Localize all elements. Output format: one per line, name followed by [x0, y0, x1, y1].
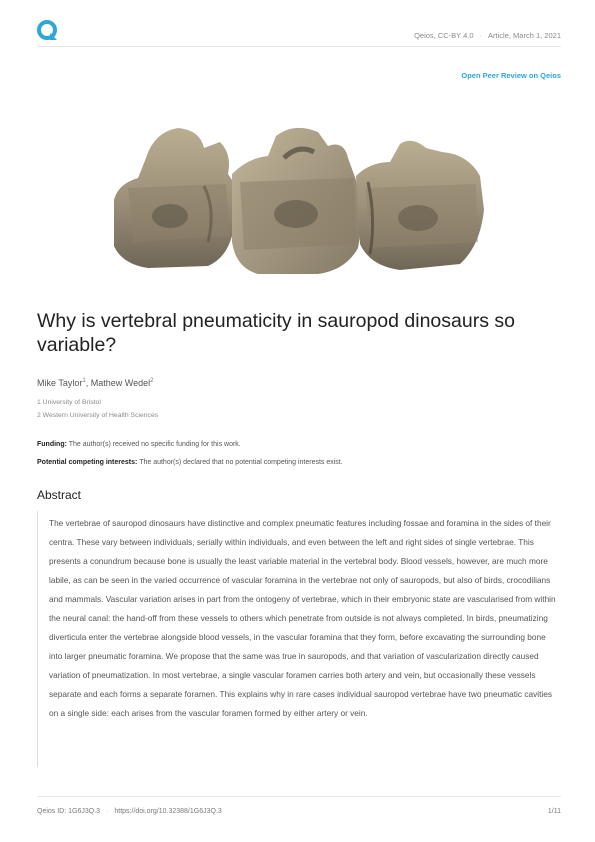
vertebrae-photo [108, 118, 488, 280]
footer-meta [37, 808, 222, 815]
funding-statement [37, 441, 241, 448]
author-link[interactable]: Mathew Wedel [90, 378, 151, 388]
qeios-logo-icon[interactable] [37, 20, 59, 42]
funding-label: Funding: [37, 441, 67, 448]
competing-interests-statement [37, 459, 343, 466]
author-list [37, 378, 153, 388]
header-meta [414, 31, 561, 40]
page-number: 1/11 [547, 808, 561, 815]
competing-interests-text: The author(s) declared that no potential competing interests exist. [139, 459, 343, 466]
header-divider [37, 46, 561, 47]
footer-divider [37, 796, 561, 797]
doi-link[interactable]: https://doi.org/10.32388/1G6J3Q.3 [114, 808, 222, 815]
competing-interests-label: Potential competing interests: [37, 459, 138, 466]
funding-text: The author(s) received no specific funding for this work. [68, 441, 241, 448]
open-peer-review-link[interactable]: Open Peer Review on Qeios [461, 71, 561, 80]
affiliation: 2 Western University of Health Sciences [37, 412, 159, 419]
abstract-text: The vertebrae of sauropod dinosaurs have distinctive and complex pneumatic features including fossae and foramina in the sides of their centra. These vary between individuals, serially within individuals, and even between the left and right sides of single vertebrae. This presents a conundrum because bone is usually the least variable material in the vertebral body. Blood vessels, however, are much more labile, as can be seen in the varied occurrence of vascular foramina in the vertebrae not only of sauropods, but also of birds, crocodilians and mammals. Vascular variation arises in part from the ontogeny of vertebrae, which in their embryonic state are vascularised from within the neural canal: the hand-off from these vessels to others which penetrate from outside is not always completed. In birds, pneumatizing diverticula enter the vertebrae alongside blood vessels, in the vascular foramina that they form, before excavating the surrounding bone into larger pneumatic foramina. We propose that the same was true in sauropods, and that variation of vascularization directly caused variation of pneumatization. In most vertebrae, a single vascular foramen carries both artery and vein, but occasionally these vessels separate and each forms a separate foramen. This explains why in rare cases individual sauropod vertebrae have two pneumatic cavities on a single side: each arises from the vascular foramen formed by either artery or vein. [49, 518, 556, 718]
article-date: Article, March 1, 2021 [488, 31, 561, 40]
author-separator: , [85, 378, 91, 388]
footer-separator: · [106, 808, 109, 815]
qeios-id: Qeios ID: 1G6J3Q.3 [37, 808, 101, 815]
author-affiliation-number: 2 [150, 378, 154, 384]
author-affiliation-number: 1 [82, 378, 86, 384]
author-link[interactable]: Mike Taylor [37, 378, 83, 388]
affiliation: 1 University of Bristol [37, 399, 101, 406]
license-text: Qeios, CC-BY 4.0 [414, 31, 474, 40]
article-title: Why is vertebral pneumaticity in sauropod dinosaurs so variable? [37, 310, 515, 356]
header-separator: · [479, 31, 483, 40]
abstract-heading: Abstract [37, 488, 82, 502]
